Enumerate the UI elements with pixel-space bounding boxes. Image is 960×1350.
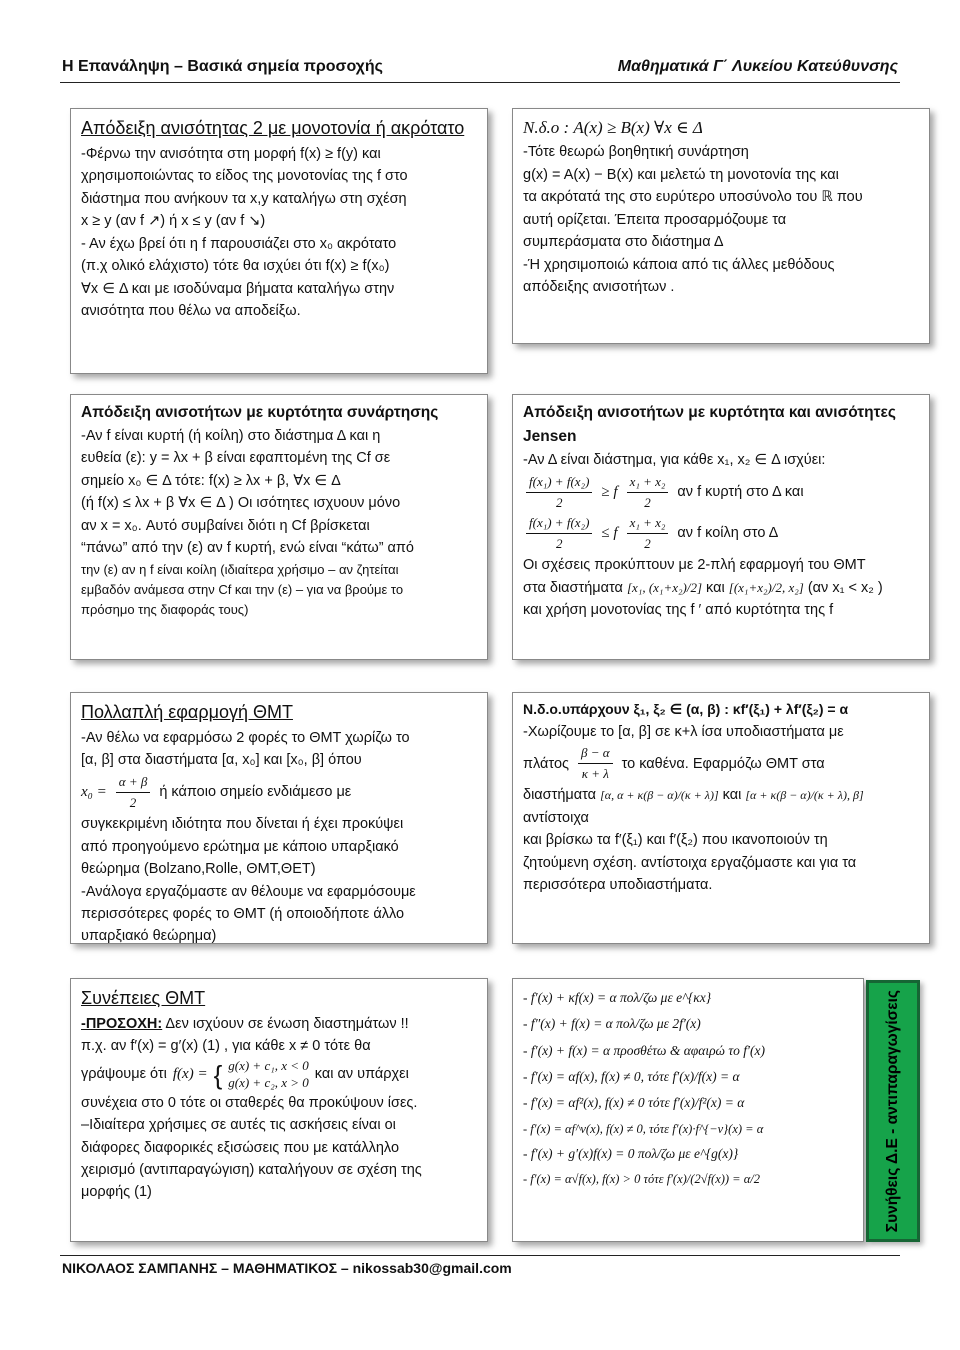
text-line: ανισότητα που θέλω να αποδείξω. [81, 303, 301, 320]
text-line: πρόσημο της διαφοράς τους) [81, 602, 249, 618]
warning-label: -ΠΡΟΣΟΧΗ: [81, 1015, 163, 1032]
text-line: (π.χ ολικό ελάχιστο) τότε θα ισχύει ότι f(x) ≥ f(x₀) [81, 258, 390, 275]
fraction: $\frac{\text{f(x₁) + f(x₂)}}{2}$ [526, 472, 592, 513]
text-line: διάφορες διαφορικές εξισώσεις που με κατάλληλο [81, 1139, 400, 1156]
text-line: υπαρξιακό θεώρημα) [81, 928, 217, 945]
piecewise-row: γράψουμε ότι f(x) = { g(x) + c₁, x < 0 g(x) + c₂, x > 0 και αν υπάρχει [81, 1057, 409, 1090]
text-line: Οι σχέσεις προκύπτουν με 2-πλή εφαρμογή του ΘΜΤ [523, 557, 866, 574]
text-line: -Αν f είναι κυρτή (ή κοίλη) στο διάστημα Δ και η [81, 428, 381, 445]
text-line: περισσότερα υποδιαστήματα. [523, 877, 713, 894]
fraction: $\frac{\beta - \alpha}{\kappa + \lambda}$ [578, 743, 613, 784]
text-line: π.χ. αν f′(x) = g′(x) (1) , για κάθε x ≠ 0 τότε θα [81, 1038, 371, 1055]
text-line: αν x = x₀. Αυτό συμβαίνει διότι η Cf βρίσκεται [81, 517, 370, 534]
de-row: - f′(x) + f(x) = α προσθέτω & αφαιρώ το f′(x) [523, 1042, 765, 1058]
text-line: “πάνω” από την (ε) αν f κυρτή, ενώ είναι “κάτω” από [81, 540, 414, 557]
de-row: - f′(x) = αf^ν(x), f(x) ≠ 0, τότε f′(x)·f^{−ν}(x) = α [523, 1121, 764, 1136]
box-title: Απόδειξη ανισοτήτων με κυρτότητα και ανισότητες Jensen [523, 404, 896, 446]
text-line: -Αν θέλω να εφαρμόσω 2 φορές το ΘΜΤ χωρίζω το [81, 729, 410, 746]
box-title: Απόδειξη ανισοτήτων με κυρτότητα συνάρτησης [81, 404, 439, 421]
header-right-title: Μαθηματικά Γ΄ Λυκείου Κατεύθυνσης [617, 58, 898, 75]
text-line: - Αν έχω βρεί ότι η f παρουσιάζει στο x₀ ακρότατο [81, 235, 397, 252]
midpoint-row: x₀ = $\frac{\alpha + \beta}{2}$ ή κάποιο σημείο ενδιάμεσο με [81, 772, 477, 813]
text-line: και χρήση μονοτονίας της f ′ από κυρτότητα της f [523, 602, 834, 618]
jensen-convex-row: $\frac{\text{f(x₁) + f(x₂)}}{2}$ ≥ f $\frac{\text{x₁ + x₂}}{2}$ αν f κυρτή στο Δ και [523, 472, 919, 513]
fraction: $\frac{\text{x₁ + x₂}}{2}$ [627, 513, 669, 554]
text-line: και βρίσκω τα f′(ξ₁) και f′(ξ₂) που ικανοποιούν τη [523, 832, 828, 849]
box-jensen [512, 394, 930, 660]
fraction: $\frac{\alpha + \beta}{2}$ [116, 772, 151, 813]
box-mvt-consequences [70, 978, 488, 1242]
text-line: από προηγούμενο ερώτημα με κάποιο υπαρξιακό [81, 838, 399, 855]
warning-line: -ΠΡΟΣΟΧΗ: Δεν ισχύουν σε ένωση διαστημάτων !! [81, 1015, 409, 1032]
text-line: την (ε) αν η f είναι κοίλη (ιδιαίτερα χρήσιμο – αν ζητείται [81, 561, 399, 577]
text-line: χρησιμοποιώντας το είδος της μονοτονίας της f στο [81, 168, 408, 185]
side-tab-common-des [866, 980, 920, 1242]
text-line: x ≥ y (αν f ↗) ή x ≤ y (αν f ↘) [81, 213, 266, 230]
piecewise-cases: g(x) + c₁, x < 0 g(x) + c₂, x > 0 [228, 1057, 309, 1090]
box-title: Απόδειξη ανισότητας 2 με μονοτονία ή ακρότατο [81, 118, 465, 138]
text-line: (ή f(x) ≤ λx + β ∀x ∈ Δ ) Οι ισότητες ισχυουν μόνο [81, 495, 401, 512]
text-line: ζητούμενη σχέση. αντίστοιχα εργαζόμαστε και για τα [523, 854, 857, 871]
text-line: συγκεκριμένη ιδιότητα που δίνεται ή έχει προκύψει [81, 816, 404, 833]
de-row: - f′(x) = α√f(x), f(x) > 0 τότε f′(x)/(2√f(x)) = α/2 [523, 1172, 761, 1187]
de-row: - f′(x) = αf(x), f(x) ≠ 0, τότε f′(x)/f(x) = α [523, 1068, 740, 1084]
text-line: -Φέρνω την ανισότητα στη μορφή f(x) ≥ f(y) και [81, 145, 381, 162]
de-row: - f″(x) + f(x) = α πολ/ζω με 2f′(x) [523, 1016, 701, 1032]
jensen-concave-row: $\frac{\text{f(x₁) + f(x₂)}}{2}$ ≤ f $\frac{\text{x₁ + x₂}}{2}$ αν f κοίλη στο Δ [523, 513, 919, 554]
footer-divider [60, 1255, 900, 1256]
text-line: περισσότερες φορές το ΘΜΤ (ή οποιοδήποτε άλλο [81, 905, 405, 922]
box-title: Ν.δ.ο.υπάρχουν ξ₁, ξ₂ ∈ (α, β) : κf′(ξ₁) + λf′(ξ₂) = α [523, 701, 849, 717]
text-line: στα διαστήματα [x₁, (x₁+x₂)/2] και [(x₁+x₂)/2, x₂] (αν x₁ < x₂ ) [523, 579, 883, 596]
text-line: διάστημα που ανήκουν τα x,y καταλήγω στη σχέση [81, 190, 407, 207]
left-brace: { [213, 1059, 223, 1090]
text-line: ∀x ∈ Δ και με ισοδύναμα βήματα καταλήγω στην [81, 280, 395, 297]
box-auxiliary-function [512, 108, 930, 344]
text-line: σημείο x₀ ∈ Δ τότε: f(x) ≥ λx + β, ∀x ∈ Δ [81, 472, 341, 489]
text-line: -Αν Δ είναι διάστημα, για κάθε x₁, x₂ ∈ Δ ισχύει: [523, 452, 826, 469]
text-line: αυτή ορίζεται. Έπειτα προσαρμόζουμε τα [523, 211, 787, 228]
text-line: –Ιδιαίτερα χρήσιμες σε αυτές τις ασκήσεις είναι οι [81, 1117, 396, 1134]
width-row: πλάτος $\frac{\beta - \alpha}{\kappa + \lambda}$ το καθένα. Εφαρμόζω ΘΜΤ στα [523, 743, 919, 784]
box-monotonicity [70, 108, 488, 374]
fraction: $\frac{\text{f(x₁) + f(x₂)}}{2}$ [526, 513, 592, 554]
side-tab-label: Συνήθεις Δ.Ε - αντιπαραγωγίσεις [884, 989, 902, 1233]
text-line: g(x) = A(x) − B(x) και μελετώ τη μονοτονία της και [523, 166, 839, 183]
text-line: -Ή χρησιμοποιώ κάποια από τις άλλες μεθόδους [523, 256, 835, 273]
text-line: τα ακρότατά της στο ευρύτερο υποσύνολο του ℝ που [523, 189, 863, 206]
box-differential-equations [512, 978, 864, 1242]
box-existence-xi [512, 692, 930, 944]
text-line: συμπεράσματα στο διάστημα Δ [523, 234, 724, 251]
de-row: - f′(x) + κf(x) = α πολ/ζω με e^{κx} [523, 990, 712, 1005]
text-line: -Ανάλογα εργαζόμαστε αν θέλουμε να εφαρμόσουμε [81, 883, 416, 900]
text-line: συνέχεια στο 0 τότε οι σταθερές θα προκύψουν ίσες. [81, 1094, 418, 1111]
header-divider [60, 82, 900, 83]
de-row: - f′(x) = αf²(x), f(x) ≠ 0 τότε f′(x)/f²(x) = α [523, 1095, 745, 1111]
text-line: θεώρημα (Bolzano,Rolle, ΘΜΤ,ΘΕΤ) [81, 861, 316, 878]
text-line: [α, β] στα διαστήματα [α, x₀] και [x₀, β] όπου [81, 752, 362, 769]
de-row: - f′(x) + g′(x)f(x) = 0 πολ/ζω με e^{g(x)} [523, 1145, 739, 1161]
footer-author: ΝΙΚΟΛΑΟΣ ΣΑΜΠΑΝΗΣ – ΜΑΘΗΜΑΤΙΚΟΣ – nikossab30@gmail.com [62, 1260, 512, 1276]
box-title: Συνέπειες ΘΜΤ [81, 988, 206, 1008]
text-line: απόδειξης ανισοτήτων . [523, 279, 675, 296]
fraction: $\frac{\text{x₁ + x₂}}{2}$ [627, 472, 669, 513]
box-title: Πολλαπλή εφαρμογή ΘΜΤ [81, 702, 293, 722]
text-line: διαστήματα [α, α + κ(β − α)/(κ + λ)] και [α + κ(β − α)/(κ + λ), β] αντίστοιχα [523, 787, 864, 826]
box-multiple-mvt [70, 692, 488, 944]
text-line: εμβαδόν ανάμεσα στην Cf και την (ε) – για να βρούμε το [81, 581, 404, 597]
text-line: -Χωρίζουμε το [α, β] σε κ+λ ίσα υποδιαστήματα με [523, 723, 844, 740]
header-left-title: Η Επανάληψη – Βασικά σημεία προσοχής [62, 58, 383, 75]
text-line: χειρισμό (αντιπαραγώγιση) καταλήγουν σε σχέση της [81, 1162, 422, 1179]
text-line: ευθεία (ε): y = λx + β είναι εφαπτομένη της Cf σε [81, 450, 391, 467]
text-line: -Τότε θεωρώ βοηθητική συνάρτηση [523, 144, 749, 161]
box-title: Ν.δ.ο : A(x) ≥ B(x) ∀x ∈ Δ [523, 118, 703, 137]
box-convexity-tangent [70, 394, 488, 660]
text-line: μορφής (1) [81, 1184, 152, 1201]
